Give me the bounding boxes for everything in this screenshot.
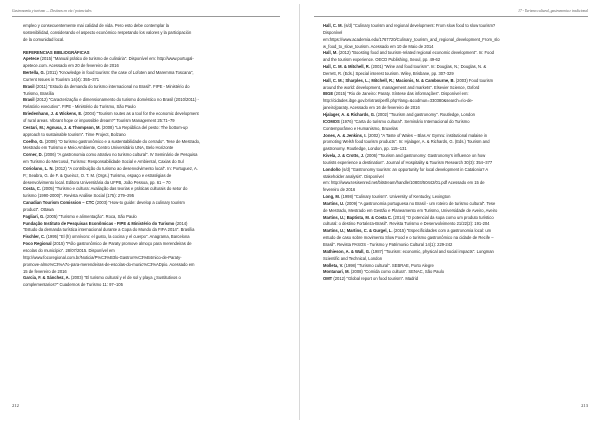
reference-author: Hall, M. xyxy=(323,50,338,56)
reference-author: OMT xyxy=(323,276,333,282)
reference-text: (2002) "A Taste of Wales – Blas Ar Gymru: institutional malaise in xyxy=(366,132,488,138)
reference-text: stakeholder analysis". Disponível xyxy=(323,173,384,179)
reference-line xyxy=(23,255,281,262)
reference-text: Derrett, R. (Eds.) Special interest tourism. Wiley, Brisbane, pp. 307-329 xyxy=(323,70,454,76)
reference-text: turismo (1990-2000)". Revista Análise Social (175): 279–295 xyxy=(23,193,135,199)
reference-text: (1976) "Carta do turismo cultural". Seminário Internacional do Turismo xyxy=(339,118,470,124)
reference-line xyxy=(23,56,281,63)
reference-text: (2015) "Rio de Janeiro: Paraty. Síntese das informações". Disponível em: xyxy=(333,91,469,97)
right-page xyxy=(300,0,600,424)
reference-line xyxy=(23,152,281,159)
reference-text: (2002) "Tourism and gastronomy". Routledge, London xyxy=(375,111,475,117)
reference-line xyxy=(323,269,581,276)
reference-author: Cestari, M.; Agnusa, J. & Thompson, M. xyxy=(23,124,101,130)
reference-text: Scientific and Technical, London xyxy=(323,255,383,261)
reference-text: "Estudo da demanda turística internacional durante a Copa do Mundo da FIFA 2014". Brasília xyxy=(23,227,195,233)
reference-line xyxy=(23,241,281,248)
reference-author: Martins, U.; Baptista, M. & Costa C. xyxy=(323,214,393,220)
reference-line xyxy=(323,235,581,242)
reference-line xyxy=(23,91,281,98)
reference-text: and the tourism experience. OECD Publishing, Seoul, pp. 49-62 xyxy=(323,57,441,63)
reference-line xyxy=(23,166,281,173)
reference-line xyxy=(23,180,281,187)
reference-line xyxy=(323,139,581,146)
reference-text: Mestrado em Turismo e Meio Ambiente, Centro Universitário UNA, Belo Horizonte xyxy=(23,145,174,151)
reference-line xyxy=(323,180,581,187)
reference-line xyxy=(23,125,281,132)
reference-text: Brasil". Revista PASOS - Turismo y Patrimonio Cultural 14(1): 229-242 xyxy=(323,242,453,247)
reference-text: (2012) "A contribuição do turismo ao desenvolvimento local". In: Portuguez, A. xyxy=(53,165,198,171)
reference-author: Coriolano, L. N. xyxy=(23,165,54,171)
reference-text: Relatório executivo". FIPE - Ministério do Turismo, São Paulo xyxy=(23,104,136,110)
reference-line xyxy=(23,193,281,200)
reference-line xyxy=(323,167,581,174)
reference-author: Briedenhann, J. & Wickens, E. xyxy=(23,111,83,117)
reference-author: Costa, C. xyxy=(23,186,41,192)
intro-paragraph xyxy=(23,23,281,44)
reference-text: (2015) "Manual prático de turismo de culinária". Disponível em: http://www.portugal- xyxy=(39,56,194,62)
reference-line xyxy=(23,186,281,193)
reference-line xyxy=(323,201,581,208)
reference-text: (1998) "Culinary tourism". University of Kentucky, Lexington xyxy=(340,194,451,200)
reference-line xyxy=(23,132,281,139)
reference-text: escolas do município". 28/07/2015. Disponível em xyxy=(23,248,115,253)
reference-author: Brasil xyxy=(23,97,35,103)
reference-text: w_food_to_slow_tourism. Acessado em 10 de Maio de 2014 xyxy=(323,43,434,49)
reference-author: Fundação Instituto de Pesquisas Econômicas - FIPE & Ministério do Turismo xyxy=(23,220,175,226)
reference-line xyxy=(23,77,281,84)
reference-text: 15 de fevereiro de 2016 xyxy=(23,268,67,274)
reference-line xyxy=(23,84,281,91)
reference-author: Fischler, C. xyxy=(23,234,46,240)
reference-line xyxy=(323,23,581,30)
intro-line: sostenibilidad, considerando el aspecto económico respetando los valores y la participación xyxy=(23,29,192,35)
reference-line xyxy=(23,118,281,125)
reference-text: (2003) "El turismo cultural y el de sol y playa ¿Sustitutivos o xyxy=(69,275,181,281)
reference-text: (2011) "Knowledge in food tourism: the case of Lofoten and Maremma Toscana", xyxy=(44,70,194,76)
intro-line: empleo y consecuentemente mai calidad de vida. Pero esto debe contemplar la xyxy=(23,23,169,28)
reference-text: desenvolvimento local. Editora Universitária da UFPB, João Pessoa, pp. 61 – 70 xyxy=(23,179,171,185)
references-heading: REFERENCIAS BIBLIOGRÁFICAS xyxy=(23,49,90,55)
intro-line: de la comunidad local. xyxy=(23,36,65,42)
reference-author: Canadian Tourism Comission – CTC xyxy=(23,200,95,206)
reference-author: Long, M. xyxy=(323,194,341,200)
reference-text: em Turismo do Mercosul, Turismo: Responsabilidade Social e Ambiental, Caxias do Sul xyxy=(23,159,184,165)
reference-text: (2003) Food tourism xyxy=(454,77,494,83)
reference-line xyxy=(323,50,581,57)
reference-text: cultural: o destino Fortaleza-Brasil". Revista Turismo e Desenvolvimento 21/22(2): 191-204 xyxy=(323,221,490,227)
reference-author: IBGE xyxy=(323,91,334,97)
reference-text: Turismo, Brasília xyxy=(23,90,54,96)
reference-text: (s/d) "Gastronomy tourism: an opportunity for local development in Catalonia? A xyxy=(340,166,489,172)
reference-author: Garcia, F. & Sánchez, A. xyxy=(23,275,70,281)
reference-line xyxy=(323,221,581,228)
reference-text: (2012) "Boosting food and tourism-related regional economic development". In: Food xyxy=(337,50,494,56)
reference-line xyxy=(23,262,281,269)
reference-text: complementarios?" Cuadernos de Turismo 11: 97–105 xyxy=(23,282,123,288)
reference-line xyxy=(323,91,581,98)
reference-line xyxy=(23,248,281,255)
reference-line xyxy=(323,263,581,270)
reference-text: Disponível xyxy=(323,29,343,35)
reference-text: (2014) "O potencial da sopa como um produto turístico xyxy=(392,214,494,220)
reference-text: promoting Welsh food tourism products". In: Hjalager, A. & Richards, G. (Eds.) Tourism and xyxy=(323,139,490,145)
reference-text: (2011) "Estudo da demanda do turismo internacional no Brasil". FIPE - Ministério do xyxy=(34,83,190,89)
reference-line xyxy=(23,269,281,276)
reference-line xyxy=(323,242,581,249)
reference-line xyxy=(323,276,581,283)
reference-text: em:https://www.academia.edu/1767720/Culinary_tourism_and_regional_development_From_slo xyxy=(323,36,500,42)
reference-text: (2015) "Pólo gastronômico de Paraty promove almoço para merendeiras de xyxy=(51,241,192,247)
reference-text: (s/d) "Culinary tourism and regional development: From slow food to slow tourism? xyxy=(342,23,496,28)
reference-line xyxy=(23,221,281,228)
reference-text: fevereiro de 2016 xyxy=(323,187,356,193)
reference-line xyxy=(23,159,281,166)
reference-author: Fagliari, G. xyxy=(23,213,45,219)
reference-author: Molleta, V. xyxy=(323,262,344,268)
reference-text: em: http://www.tesisenred.net/bitstream/handle/10803/50442/01.pdf Acessado em 15 de xyxy=(323,180,485,186)
reference-line xyxy=(323,78,581,85)
reference-line xyxy=(23,139,281,146)
reference-line xyxy=(323,174,581,181)
reference-text: (1995) "El (h) omnívoro: el gusto, la cocina y el cuerpo". Anagrama, Barcelona xyxy=(45,234,190,240)
reference-text: (2005) "Turismo e cultura: Avaliação das teorias e práticas culturais do setor do xyxy=(40,186,188,192)
reference-text: product". Ottawa xyxy=(23,206,54,212)
reference-text: apetece.com. Acessado em 20 de fevereiro de 2016 xyxy=(23,63,119,69)
reference-text: (2003) "How-to guide: develop a culinary tourism xyxy=(94,200,185,206)
reference-text: estudo de caso sobre movimento Slow Food e o turismo gastronômico na cidade de Recife – xyxy=(323,235,494,241)
reference-text: (2001) "Wine and food tourism". In: Douglas, N.; Douglas, N. & xyxy=(369,64,487,70)
page-number-left: 212 xyxy=(12,403,19,408)
reference-line xyxy=(23,214,281,221)
reference-text: http://cidades.ibge.gov.br/xtras/perfil.php?lang=&codmun=330380&search=rio-de- xyxy=(323,98,474,104)
page-number-right: 213 xyxy=(581,403,588,408)
reference-line xyxy=(323,215,581,222)
reference-line xyxy=(323,160,581,167)
reference-text: gastronomy. Routledge, London, pp. 115–131 xyxy=(323,146,407,152)
reference-text: Current Issues in Tourism 14(4): 355–371 xyxy=(23,76,100,82)
reference-text: (2009) "O turismo gastronômico e a sustentabilidade do cerrado". Tese de Mestrado, xyxy=(43,138,201,144)
reference-text: approach to sustainable tourism". Time Project, Bolzano xyxy=(23,131,126,137)
reference-author: Mathieson, A. & Wall, G. xyxy=(323,248,371,254)
reference-text: Contemporâneo e Humanismo, Bruxelas xyxy=(323,125,398,131)
reference-line xyxy=(323,71,581,78)
reference-author: Londoño xyxy=(323,166,341,172)
reference-line xyxy=(23,63,281,70)
reference-line xyxy=(323,208,581,215)
reference-text: P.; Seabra, G. de F. & Queiroz, O. T. M. (Orgs.) Turismo, espaço e estratégias de xyxy=(23,172,172,178)
reference-text: (2006) "A gastronomia como atrativo no turismo cultural". IV Seminário de Pesquisa xyxy=(42,152,198,158)
reference-text: (1998) "Turismo cultural". SEBRAE, Porto Alegre xyxy=(343,262,434,268)
reference-author: Hall, C. M. xyxy=(323,23,343,28)
header-rule-left xyxy=(12,16,280,17)
reference-line xyxy=(323,153,581,160)
header-rule-right xyxy=(314,16,588,17)
reference-line xyxy=(323,228,581,235)
reference-author: Brasil xyxy=(23,83,35,89)
reference-line xyxy=(323,85,581,92)
reference-text: (2012) "Caracterização e dimensionamento do turismo doméstico no Brasil (2010/2011) - xyxy=(34,97,199,103)
reference-author: Montanari, M. xyxy=(323,269,350,275)
reference-line xyxy=(23,200,281,207)
reference-text: promove-almo%C3%A7o-para-merendeiras-de-escolas-do-munic%C3%ADpio. Acessado em xyxy=(23,261,195,267)
right-text-column xyxy=(323,23,581,283)
reference-author: Hall, C. M. & Mitchell, R. xyxy=(323,64,370,70)
reference-line xyxy=(23,97,281,104)
reference-text: tourists experience a destination". Journal of Hospitality & Tourism Research 30(3): 354–377 xyxy=(323,159,493,165)
reference-author: Coelho, G. xyxy=(23,138,44,144)
reference-line xyxy=(323,126,581,133)
reference-line xyxy=(323,187,581,194)
reference-text: de Mestrado, Mestrado em Gestão e Planeamento em Turismo, Universidade de Aveiro, Aveiro xyxy=(323,207,498,213)
reference-text: (2015) "Especificidades com a gastronomia local: um xyxy=(392,228,492,234)
reference-line xyxy=(323,194,581,201)
reference-line xyxy=(23,173,281,180)
running-header-left: Gastronomía y turismo — Destinos en vía / potenciales xyxy=(12,9,92,13)
reference-line xyxy=(323,112,581,119)
reference-line xyxy=(323,256,581,263)
reference-line xyxy=(23,70,281,77)
reference-list-right xyxy=(323,23,581,283)
reference-line xyxy=(23,282,281,289)
reference-line xyxy=(23,234,281,241)
running-header-right: 17 - Turismo cultural, gastronomia e tradicional xyxy=(518,9,588,13)
reference-author: Martins, U. xyxy=(323,200,345,206)
reference-list-left xyxy=(23,56,281,289)
reference-text: of rural areas. Vibrant hope or impossible dream?" Tourism Management 25:71–79 xyxy=(23,117,175,123)
reference-author: Corner, D. xyxy=(23,152,43,158)
reference-line xyxy=(323,37,581,44)
reference-line xyxy=(323,30,581,37)
reference-line xyxy=(323,133,581,140)
reference-text: (2014) xyxy=(174,220,188,226)
reference-line xyxy=(23,227,281,234)
reference-line xyxy=(323,146,581,153)
reference-author: Bertella, G. xyxy=(23,70,45,76)
reference-author: Foco Regional xyxy=(23,241,52,247)
reference-author: ICOMOS xyxy=(323,118,340,124)
reference-line xyxy=(23,207,281,214)
reference-line xyxy=(323,57,581,64)
reference-text: (1987) "Tourism: economic, physical and social impacts". Longman xyxy=(370,248,494,254)
reference-line xyxy=(323,105,581,112)
reference-text: (2008) "La República del pesto: The bottom-up xyxy=(100,124,188,130)
reference-text: janeiro|paraty. Acessado em 16 de fevereiro de 2016 xyxy=(323,105,420,111)
left-text-column xyxy=(23,23,281,289)
reference-line xyxy=(323,119,581,126)
reference-author: Hall, C. M.; Sharples, L.; Mitchell, R.; Macionis, N. & Cambourne, B. xyxy=(323,77,455,83)
reference-line xyxy=(323,249,581,256)
reference-line xyxy=(23,275,281,282)
reference-text: (2004) "Tourism routes as a tool for the economic development xyxy=(82,111,199,117)
reference-line xyxy=(323,64,581,71)
reference-author: Hjalager, A. & Richards, G. xyxy=(323,111,376,117)
reference-text: (2012) "Global report on food tourism". Madrid xyxy=(332,276,418,282)
reference-text: (2009) "A gastronomia portuguesa no Brasil - um roteiro de turismo cultural". Tese xyxy=(344,200,496,206)
reference-author: Kivela, J. & Crotts, J. xyxy=(323,153,365,159)
reference-line xyxy=(23,104,281,111)
reference-text: (2006) "Tourism and gastronomy: Gastronomy's influence on how xyxy=(364,153,486,159)
reference-text: (2005) "Turismo e alimentação". Roca, São Paulo xyxy=(44,213,137,219)
reference-author: Jones, A. & Jenkins, I. xyxy=(323,132,367,138)
reference-line xyxy=(323,98,581,105)
reference-line xyxy=(23,111,281,118)
reference-text: around the world: development, management and markets". Elsevier Science, Oxford xyxy=(323,84,480,90)
reference-line xyxy=(323,44,581,51)
reference-text: (2008) "Comida como cultura". SENAC, São Paulo xyxy=(349,269,444,275)
reference-line xyxy=(23,145,281,152)
reference-author: Martins, U.; Martins, C. & Gurgel, L. xyxy=(323,228,393,234)
reference-text: http://www.focoregional.com.br/Noticia/P%C3%B3lo-Gastron%C3%B4mico-de-Paraty- xyxy=(23,254,182,260)
reference-author: Apetece xyxy=(23,56,40,62)
